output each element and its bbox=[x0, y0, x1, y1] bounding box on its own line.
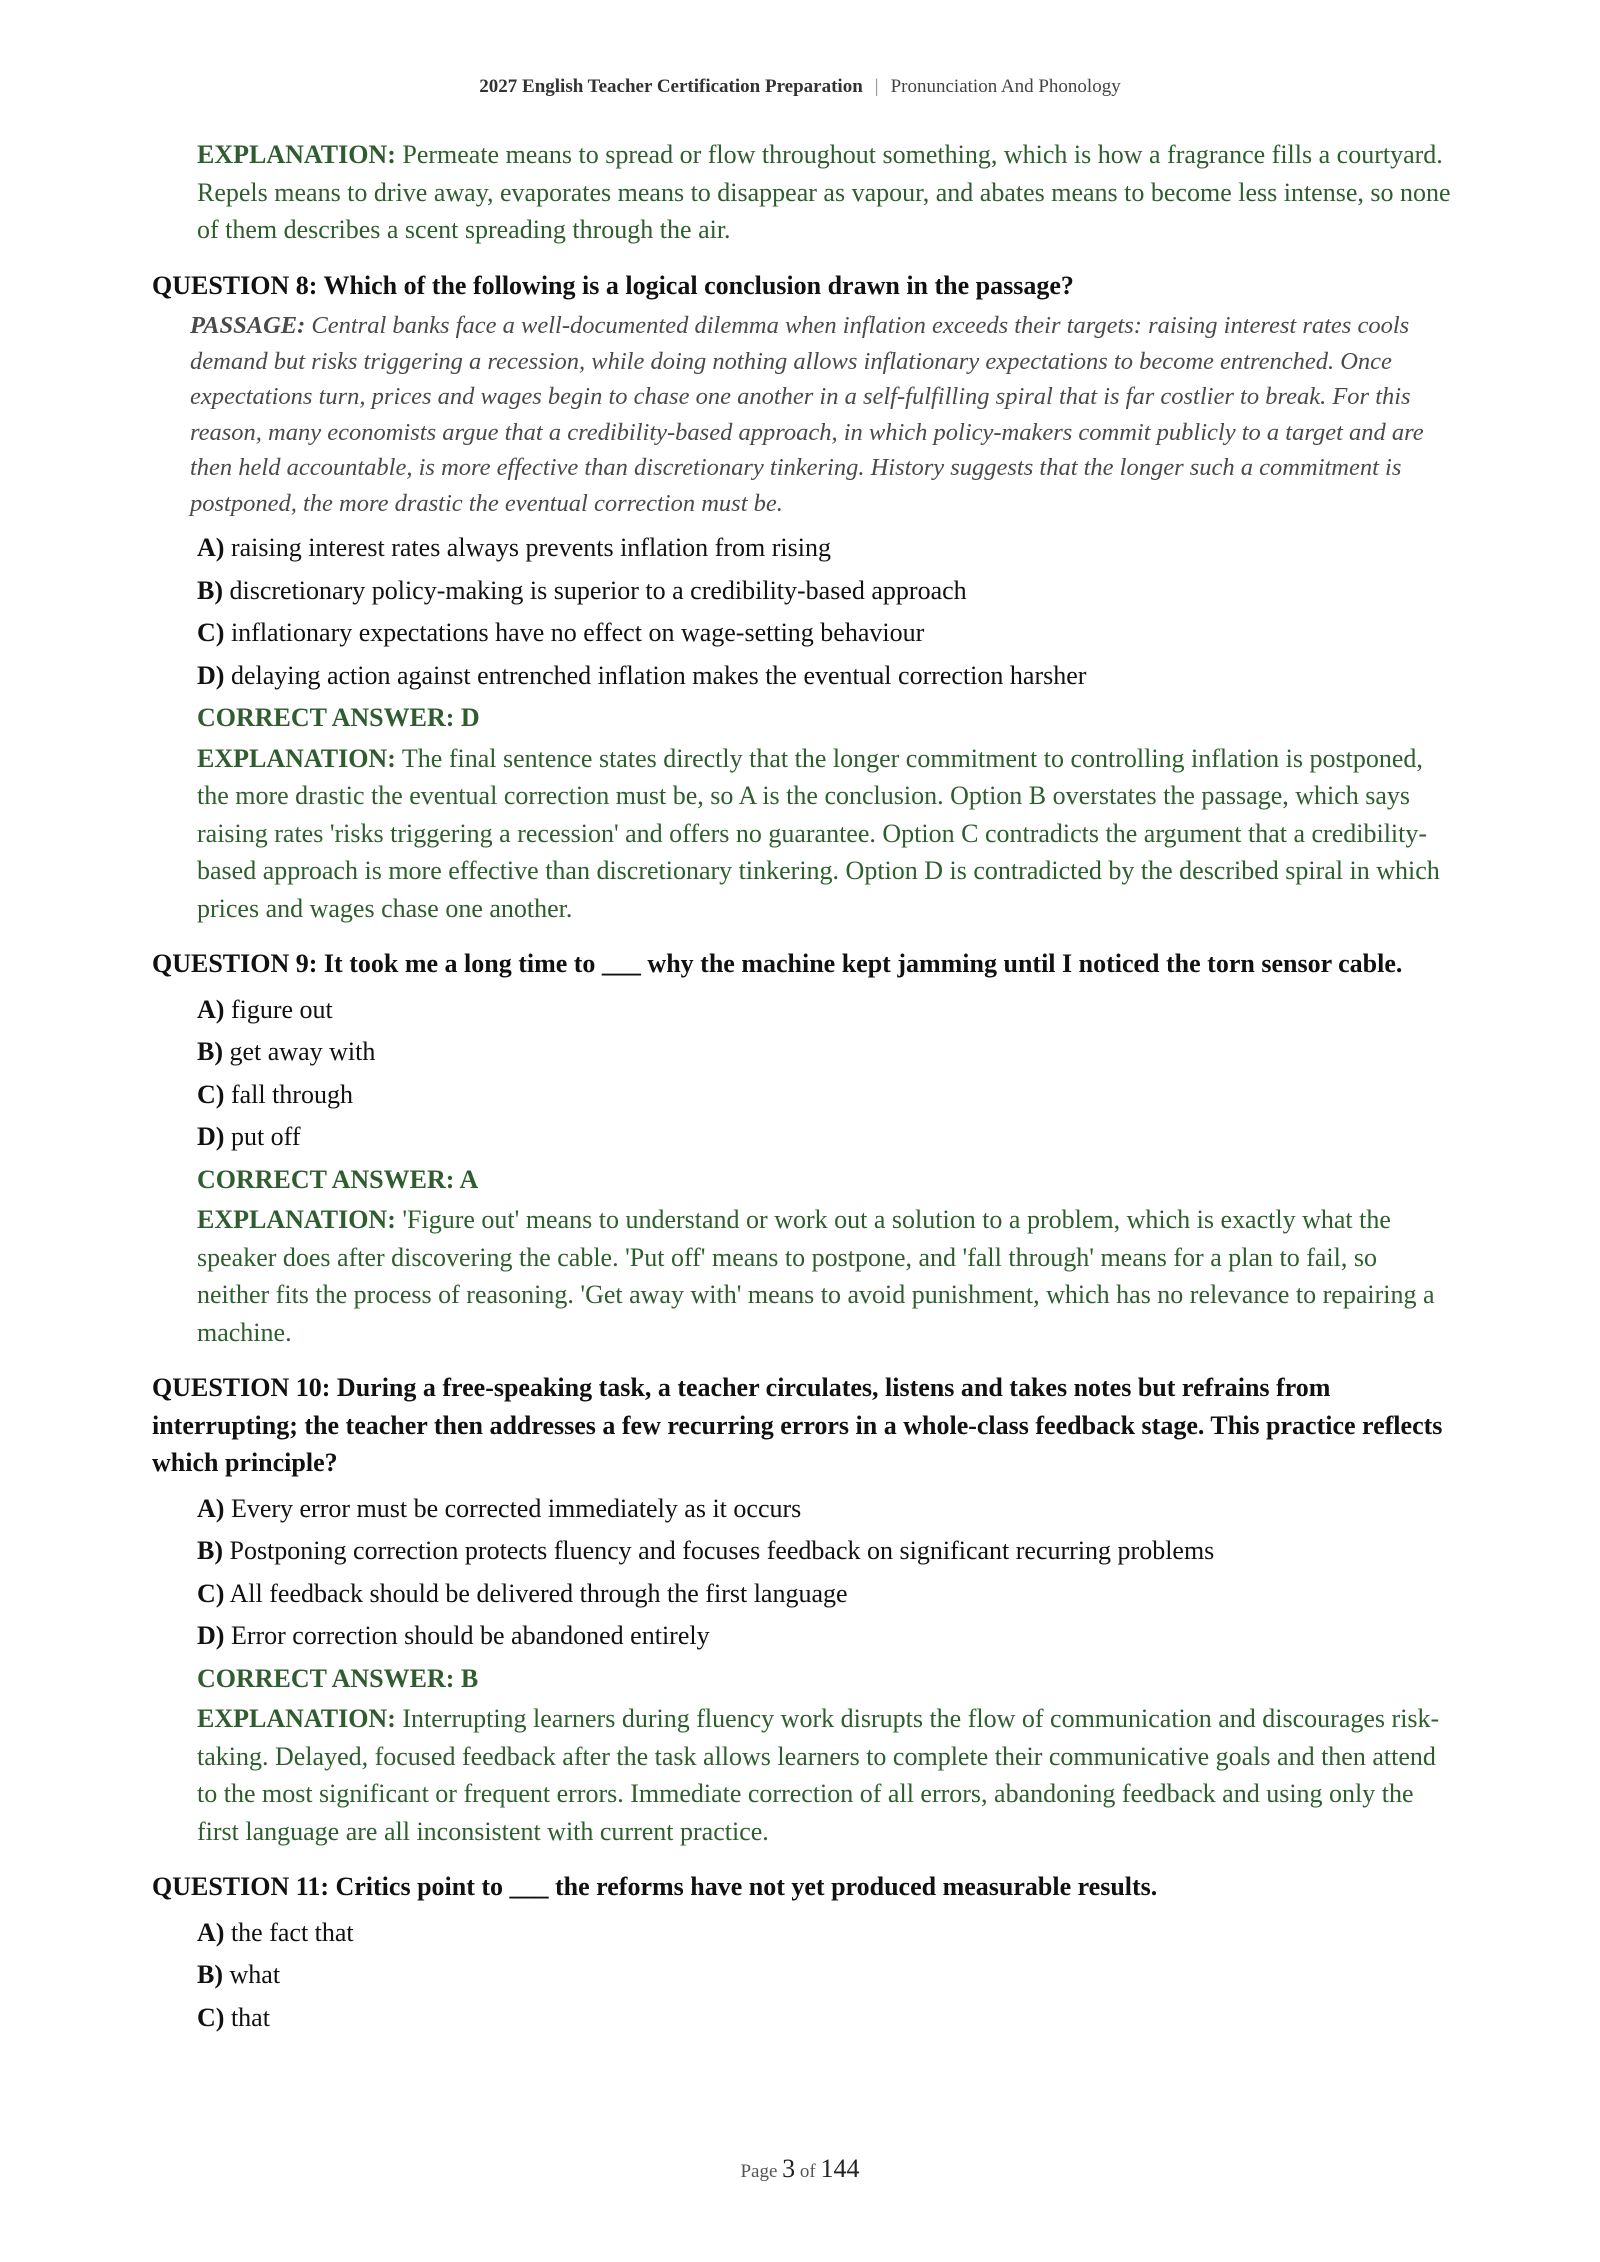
option-c bbox=[197, 1997, 1452, 2040]
header-section: Pronunciation And Phonology bbox=[890, 76, 1121, 97]
explanation-label: EXPLANATION: bbox=[197, 1704, 396, 1733]
page-content bbox=[152, 136, 1452, 2039]
option-letter: C) bbox=[197, 618, 225, 647]
option-text: discretionary policy-making is superior to a credibility-based approach bbox=[229, 575, 967, 605]
option-c bbox=[197, 612, 1452, 655]
option-c bbox=[197, 1573, 1452, 1616]
option-d bbox=[197, 1615, 1452, 1658]
option-text: what bbox=[229, 1960, 281, 1989]
question-8-options bbox=[197, 527, 1452, 697]
option-text: delaying action against entrenched inflation makes the eventual correction harsher bbox=[230, 660, 1087, 690]
option-text: Error correction should be abandoned entirely bbox=[230, 1621, 710, 1650]
explanation-label: EXPLANATION: bbox=[197, 140, 396, 169]
question-9-prompt: QUESTION 9: It took me a long time to ___ why the machine kept jamming until I noticed the torn sensor cable. bbox=[152, 949, 1403, 978]
option-text: that bbox=[230, 2002, 270, 2032]
page-of: of bbox=[799, 2161, 816, 2182]
option-d bbox=[197, 1116, 1452, 1159]
option-text: figure out bbox=[230, 994, 333, 1024]
option-letter: D) bbox=[197, 1621, 225, 1650]
question-10-answer: CORRECT ANSWER: B bbox=[197, 1663, 479, 1693]
option-a bbox=[197, 1912, 1452, 1955]
header-separator: | bbox=[874, 76, 879, 97]
question-11-prompt: QUESTION 11: Critics point to ___ the reforms have not yet produced measurable results. bbox=[152, 1872, 1158, 1901]
explanation-label: EXPLANATION: bbox=[197, 743, 396, 773]
question-9-options bbox=[197, 989, 1452, 1159]
option-text: the fact that bbox=[230, 1917, 354, 1947]
option-letter: C) bbox=[197, 1578, 225, 1608]
question-8-explanation bbox=[197, 740, 1452, 928]
option-letter: B) bbox=[197, 1536, 223, 1565]
passage-text: Central banks face a well-documented dilemma when inflation exceeds their targets: raising interest rates cools demand but risks triggering a recession, while doing nothing allows inflationary expectations to become entrenched. Once expectations turn, prices and wages begin to chase one another in a self-fulfilling spiral that is far costlier to break. For this reason, many economists argue that a credibility-based approach, in which policy-makers commit publicly to a target and are then held accountable, is more effective than discretionary tinkering. History suggests that the longer such a commitment is postponed, the more drastic the eventual correction must be. bbox=[190, 312, 1424, 517]
option-text: get away with bbox=[229, 1037, 376, 1066]
option-b bbox=[197, 570, 1452, 613]
option-text: raising interest rates always prevents inflation from rising bbox=[230, 533, 831, 562]
question-10-prompt: QUESTION 10: During a free-speaking task, a teacher circulates, listens and takes notes but refrains from interrupting; the teacher then addresses a few recurring errors in a whole-class feedback stage. This practice reflects which principle? bbox=[152, 1373, 1443, 1477]
passage-label: PASSAGE: bbox=[190, 312, 306, 339]
option-text: put off bbox=[230, 1122, 301, 1151]
question-11-options bbox=[197, 1912, 1452, 2040]
option-letter: A) bbox=[197, 994, 225, 1024]
page-prefix: Page bbox=[740, 2161, 778, 2182]
page-total: 144 bbox=[820, 2154, 860, 2183]
option-letter: D) bbox=[197, 660, 225, 690]
option-letter: C) bbox=[197, 1079, 225, 1109]
option-letter: A) bbox=[197, 1493, 225, 1523]
explanation-q7 bbox=[197, 136, 1452, 249]
explanation-text: The final sentence states directly that the longer commitment to controlling inflation is postponed, the more drastic the eventual correction must be, so A is the conclusion. Option B overstates the passage, which says raising rates 'risks triggering a recession' and offers no guarantee. Option C contradicts the argument that a credibility-based approach is more effective than discretionary tinkering. Option D is contradicted by the described spiral in which prices and wages chase one another. bbox=[197, 743, 1440, 923]
option-b bbox=[197, 1954, 1452, 1997]
question-9-answer: CORRECT ANSWER: A bbox=[197, 1164, 479, 1194]
page-current: 3 bbox=[782, 2154, 796, 2183]
explanation-label: EXPLANATION: bbox=[197, 1205, 396, 1234]
option-a bbox=[197, 989, 1452, 1032]
option-letter: D) bbox=[197, 1122, 225, 1151]
option-letter: B) bbox=[197, 575, 223, 605]
option-c bbox=[197, 1074, 1452, 1117]
header-title: 2027 English Teacher Certification Preparation bbox=[479, 76, 863, 97]
question-9-explanation bbox=[197, 1201, 1452, 1351]
option-text: All feedback should be delivered through the first language bbox=[229, 1578, 848, 1608]
question-10-options bbox=[197, 1488, 1452, 1658]
option-letter: B) bbox=[197, 1960, 223, 1989]
option-d bbox=[197, 655, 1452, 698]
option-text: Postponing correction protects fluency and focuses feedback on significant recurring problems bbox=[229, 1536, 1215, 1565]
question-8-prompt: QUESTION 8: Which of the following is a logical conclusion drawn in the passage? bbox=[152, 270, 1074, 300]
option-letter: C) bbox=[197, 2002, 225, 2032]
option-b bbox=[197, 1530, 1452, 1573]
option-a bbox=[197, 527, 1452, 570]
page-footer bbox=[0, 2154, 1600, 2184]
option-letter: B) bbox=[197, 1037, 223, 1066]
option-letter: A) bbox=[197, 1917, 225, 1947]
option-b bbox=[197, 1031, 1452, 1074]
option-text: fall through bbox=[230, 1079, 353, 1109]
question-8-passage bbox=[190, 308, 1452, 521]
option-a bbox=[197, 1488, 1452, 1531]
explanation-text: 'Figure out' means to understand or work out a solution to a problem, which is exactly what the speaker does after discovering the cable. 'Put off' means to postpone, and 'fall through' means for a plan to fail, so neither fits the process of reasoning. 'Get away with' means to avoid punishment, which has no relevance to repairing a machine. bbox=[197, 1205, 1435, 1347]
question-10-explanation bbox=[197, 1700, 1452, 1850]
option-text: inflationary expectations have no effect on wage-setting behaviour bbox=[230, 618, 925, 647]
option-text: Every error must be corrected immediately as it occurs bbox=[230, 1493, 802, 1523]
question-8-answer: CORRECT ANSWER: D bbox=[197, 703, 480, 732]
explanation-text: Interrupting learners during fluency work disrupts the flow of communication and discourages risk-taking. Delayed, focused feedback after the task allows learners to complete their communicative goals and then attend to the most significant or frequent errors. Immediate correction of all errors, abandoning feedback and using only the first language are all inconsistent with current practice. bbox=[197, 1704, 1440, 1846]
option-letter: A) bbox=[197, 533, 225, 562]
page-header bbox=[0, 76, 1600, 98]
explanation-text: Permeate means to spread or flow throughout something, which is how a fragrance fills a courtyard. Repels means to drive away, evaporates means to disappear as vapour, and abates means to become less intense, so none of them describes a scent spreading through the air. bbox=[197, 140, 1451, 244]
